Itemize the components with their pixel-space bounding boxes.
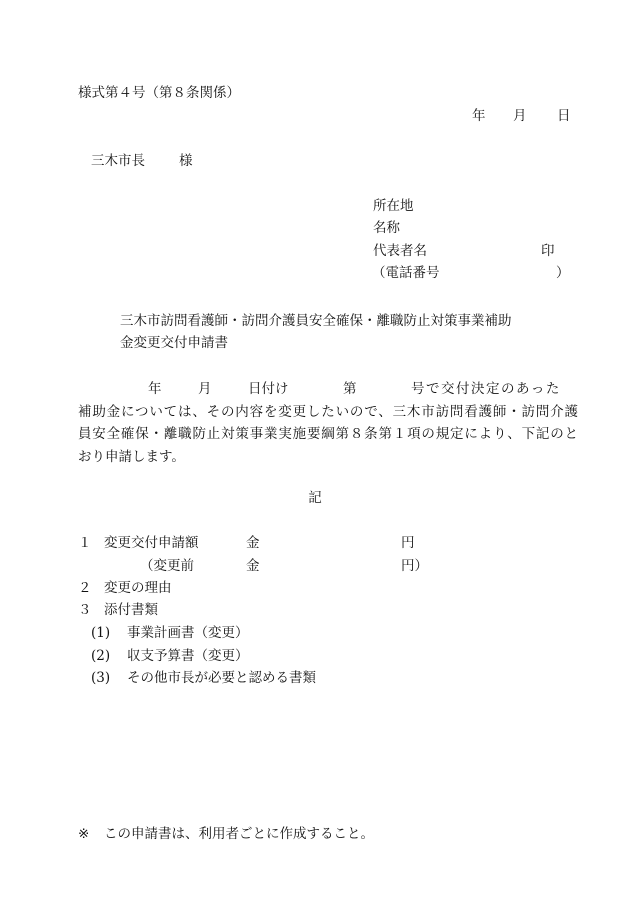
item-2-label: 変更の理由 [104,580,172,596]
body-first-line [78,378,578,401]
attachment-label: 収支予算書（変更） [127,648,249,664]
item-1-row [78,537,199,551]
body-year-label: 年 [148,381,162,397]
item-2-number: ２ [78,580,92,596]
attachment-item [91,627,249,641]
body-month-label: 月 [198,381,212,397]
footnote [78,828,374,842]
applicant-representative-label: 代表者名 [373,243,427,259]
item-3-number: ３ [78,602,92,618]
item-2-row [78,582,172,596]
body-date-suffix: 日付け [248,381,289,397]
attachment-label: 事業計画書（変更） [127,625,249,641]
item-1-before-label: （変更前 [140,558,194,574]
body-first-line-rest: 号で交付決定のあった [411,381,561,397]
item-1-kin: 金 [246,535,260,551]
body-paragraph [78,378,578,468]
attachment-item [91,672,316,686]
phone-close-paren: ） [556,265,570,281]
body-line-3: 員安全確保・離職防止対策事業実施要綱第８条第１項の規定により、下記のと [78,426,578,442]
date-month-label: 月 [513,108,527,124]
item-3-row [78,604,158,618]
item-1-number: １ [78,535,92,551]
footnote-mark: ※ [78,826,90,842]
body-dai-label: 第 [343,381,357,397]
attachment-number: (3) [91,670,111,686]
attachment-item [91,650,249,664]
ki-heading: 記 [308,490,322,506]
date-year-label: 年 [472,108,486,124]
body-line-4: おり申請します。 [78,448,185,465]
applicant-address-label: 所在地 [373,198,414,214]
document-title-line2: 金変更交付申請書 [120,335,228,351]
footnote-text: この申請書は、利用者ごとに作成すること。 [104,826,374,842]
item-1-before-en: 円） [401,558,428,574]
addressee-honorific: 様 [179,153,193,169]
attachment-label: その他市長が必要と認める書類 [127,670,316,686]
item-3-label: 添付書類 [104,602,158,618]
item-1-en: 円 [401,535,415,551]
attachment-number: (2) [91,648,111,664]
attachment-number: (1) [91,625,111,641]
body-line-2: 補助金については、その内容を変更したいので、三木市訪問看護師・訪問介護 [78,403,578,420]
phone-label: （電話番号 [372,265,440,281]
item-1-label: 変更交付申請額 [104,535,199,551]
date-day-label: 日 [557,108,571,124]
applicant-name-label: 名称 [373,220,400,236]
addressee-name: 三木市長 [91,153,145,169]
document-title-line1: 三木市訪問看護師・訪問介護員安全確保・離職防止対策事業補助 [120,313,512,329]
seal-mark: 印 [541,243,555,259]
addressee [91,155,193,169]
item-1-before-kin: 金 [246,558,260,574]
form-number: 様式第４号（第８条関係） [78,85,240,101]
